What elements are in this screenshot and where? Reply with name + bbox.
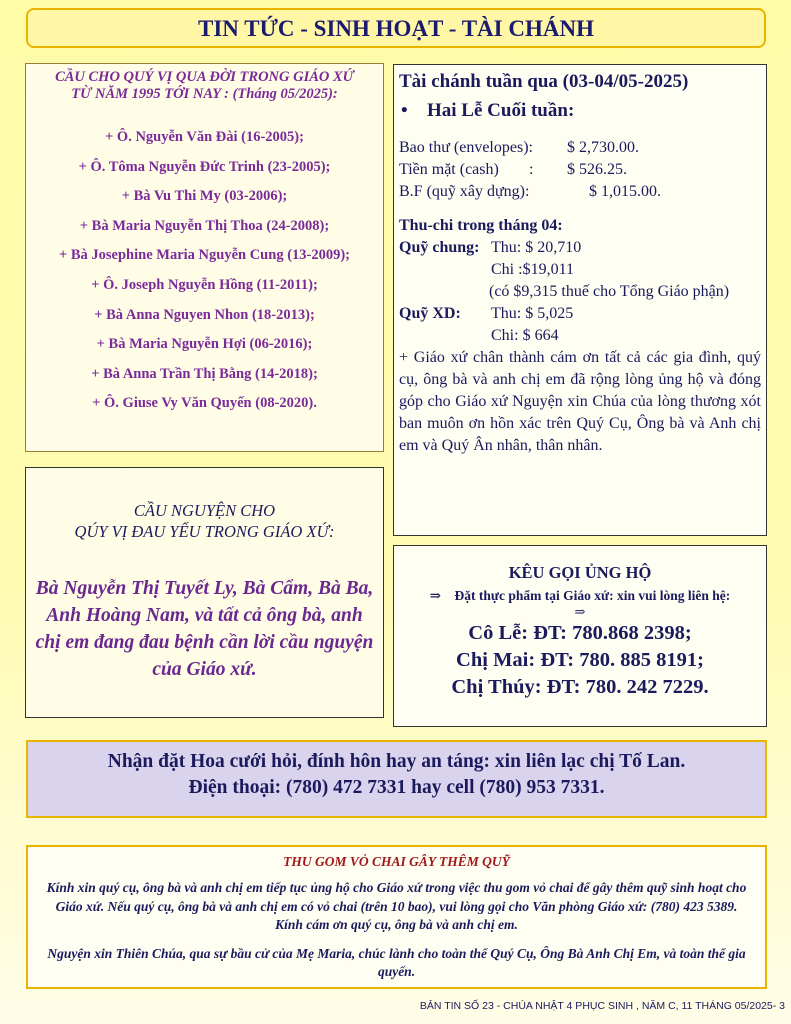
- weekend-title: Hai Lễ Cuối tuần:: [427, 100, 575, 121]
- memorial-item: + Bà Maria Nguyễn Thị Thoa (24-2008);: [79, 217, 330, 234]
- bottles-title: THU GOM VỎ CHAI GÂY THÊM QUỸ: [283, 854, 510, 869]
- thanks-text: + Giáo xứ chân thành cám ơn tất cả các gia đình, quý cụ, ông bà và anh chị em đã rộng lòng ủng hộ và đóng góp cho Giáo xứ Nguyện xin Chúa của lòng thương xót ban muôn ơn hồn xác trên Quý Cụ, Ông bà và Anh chị em và Quý Ân nhân, thân nhân.: [399, 349, 761, 454]
- memorial-item: + Ô. Tôma Nguyễn Đức Trinh (23-2005);: [78, 158, 331, 175]
- memorial-item: + Bà Anna Trần Thị Bằng (14-2018);: [91, 365, 318, 382]
- building-fund-label: Quỹ XD:: [399, 305, 461, 322]
- prayer-title: [26, 500, 383, 542]
- memorial-title-line1: CẦU CHO QUÝ VỊ QUA ĐỜI TRONG GIÁO XỨ: [55, 69, 354, 85]
- header-title: TIN TỨC - SINH HOẠT - TÀI CHÁNH: [198, 16, 594, 41]
- general-fund-income-row: [399, 237, 761, 259]
- flower-line2: Điện thoại: (780) 472 7331 hay cell (780) 953 7331.: [188, 777, 605, 798]
- bf-value: $ 1,015.00.: [589, 183, 661, 200]
- bottle-collection-box: [26, 845, 767, 989]
- prayer-title-line1: CẦU NGUYỆN CHO: [133, 501, 276, 520]
- bullet-icon: •: [401, 100, 408, 121]
- envelopes-row: [399, 137, 761, 159]
- general-fund-note: (có $9,315 thuế cho Tổng Giáo phận): [489, 283, 730, 300]
- general-fund-income: Thu: $ 20,710: [491, 239, 582, 256]
- appeal-line: [394, 587, 766, 604]
- memorial-title-line2: TỪ NĂM 1995 TỚI NAY : (Tháng 05/2025):: [71, 86, 338, 102]
- building-fund-income-row: [399, 303, 761, 325]
- cash-colon: :: [529, 161, 534, 178]
- cash-row: [399, 159, 761, 181]
- memorial-item: + Bà Maria Nguyễn Hợi (06-2016);: [96, 336, 313, 353]
- bf-label: B.F (quỹ xây dựng):: [399, 183, 530, 200]
- contact-le: Cô Lễ: ĐT: 780.868 2398;: [468, 622, 692, 644]
- bottles-blessing: Nguyện xin Thiên Chúa, qua sự bầu cử của Mẹ Maria, chúc lành cho toàn thể Quý Cụ, Ông Bà Anh Chị Em, và toàn thể gia quyến.: [47, 945, 746, 979]
- month-title: Thu-chi trong tháng 04:: [399, 217, 563, 234]
- memorial-item: + Ô. Giuse Vy Văn Quyến (08-2020).: [92, 395, 317, 412]
- contact-thuy: Chị Thúy: ĐT: 780. 242 7229.: [451, 676, 709, 698]
- memorial-item: + Bà Anna Nguyen Nhon (18-2013);: [94, 306, 315, 323]
- finance-box: [393, 64, 767, 536]
- memorial-item: + Ô. Nguyễn Văn Đài (16-2005);: [105, 129, 304, 145]
- general-fund-expense: Chi :$19,011: [491, 261, 574, 278]
- arrow-icon: ⇒: [429, 588, 442, 603]
- appeal-title: KÊU GỌI ỦNG HỘ: [508, 563, 652, 582]
- cash-label: Tiền mặt (cash): [399, 161, 499, 178]
- arrow-icon: ⇒: [574, 604, 586, 619]
- flower-order-box: [26, 740, 767, 818]
- prayer-title-line2: QÚY VỊ ĐAU YẾU TRONG GIÁO XỨ:: [74, 522, 335, 541]
- memorial-item: + Ô. Joseph Nguyễn Hồng (11-2011);: [91, 276, 318, 293]
- finance-title: Tài chánh tuần qua (03-04/05-2025): [399, 71, 689, 92]
- contact-mai: Chị Mai: ĐT: 780. 885 8191;: [456, 649, 704, 671]
- bottles-text: Kính xin quý cụ, ông bà và anh chị em tiếp tục ủng hộ cho Giáo xứ trong việc thu gom vỏ chai để gây thêm quỹ sinh hoạt cho Giáo xứ. Nếu quý cụ, ông bà và anh chị em có vỏ chai (trên 10 bao), vui lòng gọi cho Văn phòng Giáo xứ: (780) 423 5389. Kính cám ơn quý cụ, ông bà và anh chị em.: [46, 880, 747, 932]
- envelopes-value: $ 2,730.00.: [567, 139, 639, 156]
- page-header: [26, 8, 766, 48]
- general-fund-label: Quỹ chung:: [399, 239, 480, 256]
- sick-names: Bà Nguyễn Thị Tuyết Ly, Bà Cẩm, Bà Ba, Anh Hoàng Nam, và tất cả ông bà, anh chị em đang đau bệnh cần lời cầu nguyện của Giáo xứ.: [35, 578, 374, 680]
- building-fund-income: Thu: $ 5,025: [491, 305, 574, 322]
- memorial-list: [26, 129, 383, 425]
- flower-line1: Nhận đặt Hoa cưới hỏi, đính hôn hay an táng: xin liên lạc chị Tố Lan.: [107, 751, 686, 772]
- page-footer: BẢN TIN SỐ 23 - CHÚA NHẬT 4 PHỤC SINH , NĂM C, 11 THÁNG 05/2025- 3: [419, 1000, 785, 1012]
- envelopes-label: Bao thư (envelopes):: [399, 139, 533, 156]
- weekend-heading: [399, 99, 761, 123]
- memorial-item: + Bà Josephine Maria Nguyễn Cung (13-2009);: [58, 247, 351, 264]
- memorial-item: + Bà Vu Thi My (03-2006);: [121, 188, 288, 205]
- appeal-text: Đặt thực phẩm tại Giáo xứ: xin vui lòng liên hệ:: [454, 588, 731, 603]
- building-fund-expense: Chi: $ 664: [491, 327, 559, 344]
- sick-prayer-box: [25, 467, 384, 718]
- memorial-title: [26, 69, 383, 103]
- support-appeal-box: [393, 545, 767, 727]
- cash-value: $ 526.25.: [567, 161, 627, 178]
- bf-row: [399, 181, 761, 203]
- deceased-memorial-box: [25, 63, 384, 452]
